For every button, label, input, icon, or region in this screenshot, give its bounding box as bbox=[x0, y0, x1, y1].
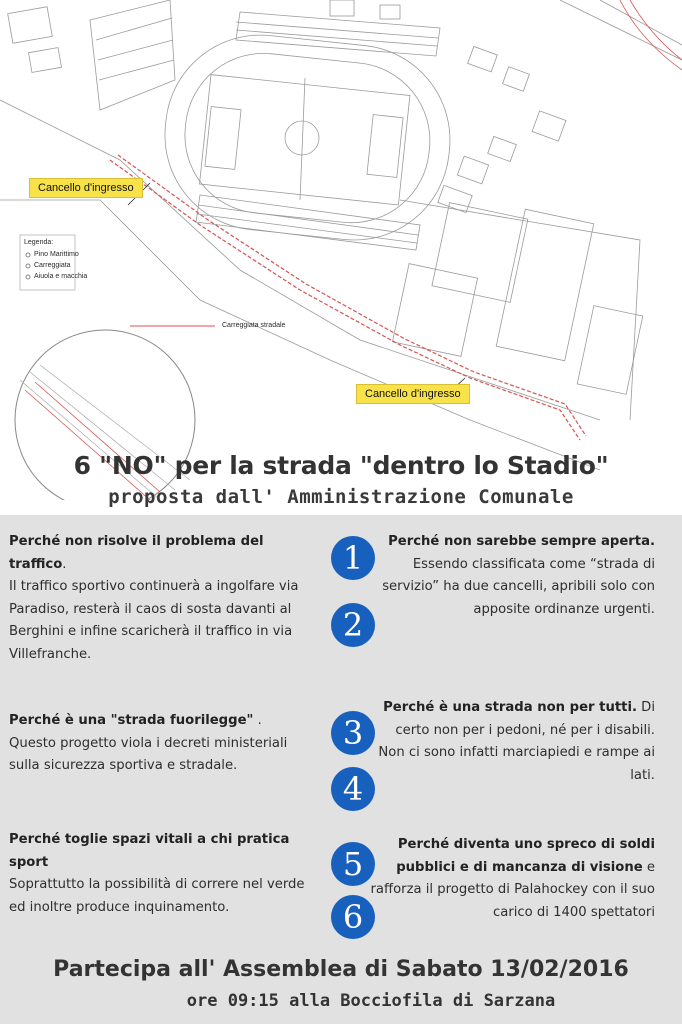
reason-3-4-right bbox=[365, 697, 655, 787]
site-plan-map bbox=[0, 0, 682, 500]
reason-punct: . bbox=[62, 556, 67, 572]
reason-text: Di certo non per i pedoni, né per i disabili. Non ci sono infatti marciapiedi e rampe ai lati. bbox=[378, 700, 655, 783]
number-badge-4: 4 bbox=[331, 767, 375, 811]
number-badge-3: 3 bbox=[331, 711, 375, 755]
page-title: 6 "NO" per la strada "dentro lo Stadio" bbox=[73, 451, 609, 480]
number-badge-6: 6 bbox=[331, 895, 375, 939]
assembly-time-place: ore 09:15 alla Bocciofila di Sarzana bbox=[186, 991, 556, 1011]
legend-item: Pino Marittimo bbox=[34, 251, 79, 258]
reason-heading: Perché non risolve il problema del traffico bbox=[9, 534, 264, 572]
reason-heading: Perché è una strada non per tutti. bbox=[383, 700, 637, 715]
assembly-call: Partecipa all' Assemblea di Sabato 13/02/2016 bbox=[53, 957, 629, 982]
reason-text: Questo progetto viola i decreti ministeriali sulla sicurezza sportiva e stradale. bbox=[9, 735, 288, 773]
reason-heading: Perché diventa uno spreco di soldi pubblici e di mancanza di visione bbox=[396, 837, 655, 875]
number-badge-1: 1 bbox=[331, 536, 375, 580]
legend-title: Legenda: bbox=[24, 239, 54, 246]
gate-label-bottom: Cancello d'ingresso bbox=[356, 384, 470, 404]
gate-label-top: Cancello d'ingresso bbox=[29, 178, 143, 198]
reason-punct: . bbox=[253, 713, 262, 728]
reason-text: e rafforza il progetto di Palahockey con il suo carico di 1400 spettatori bbox=[370, 859, 655, 920]
legend-item: Carreggiata bbox=[34, 262, 71, 269]
reason-heading: Perché toglie spazi vitali a chi pratica sport bbox=[9, 832, 290, 870]
reason-5-6-left bbox=[9, 829, 309, 919]
reason-heading: Perché non sarebbe sempre aperta. bbox=[388, 534, 655, 549]
page-subtitle: proposta dall' Amministrazione Comunale bbox=[108, 486, 574, 508]
reason-5-6-right bbox=[365, 834, 655, 924]
road-legend: Carreggiata stradale bbox=[222, 322, 286, 329]
number-badge-5: 5 bbox=[331, 842, 375, 886]
legend-item: Aiuola e macchia bbox=[34, 273, 88, 280]
reason-text: Essendo classificata come “strada di servizio” ha due cancelli, apribili solo con apposite ordinanze urgenti. bbox=[382, 556, 655, 617]
reason-text: Il traffico sportivo continuerà a ingolfare via Paradiso, resterà il caos di sosta davanti al Berghini e infine scaricherà il traffico in via Villefranche. bbox=[9, 579, 299, 662]
reason-text: Soprattutto la possibilità di correre nel verde ed inoltre produce inquinamento. bbox=[9, 877, 305, 915]
reason-1-2-left bbox=[9, 531, 309, 666]
reason-1-2-right bbox=[365, 531, 655, 621]
reason-heading: Perché è una "strada fuorilegge" bbox=[9, 713, 254, 728]
reason-3-4-left bbox=[9, 710, 309, 778]
site-plan-drawing bbox=[0, 0, 682, 500]
number-badge-2: 2 bbox=[331, 603, 375, 647]
